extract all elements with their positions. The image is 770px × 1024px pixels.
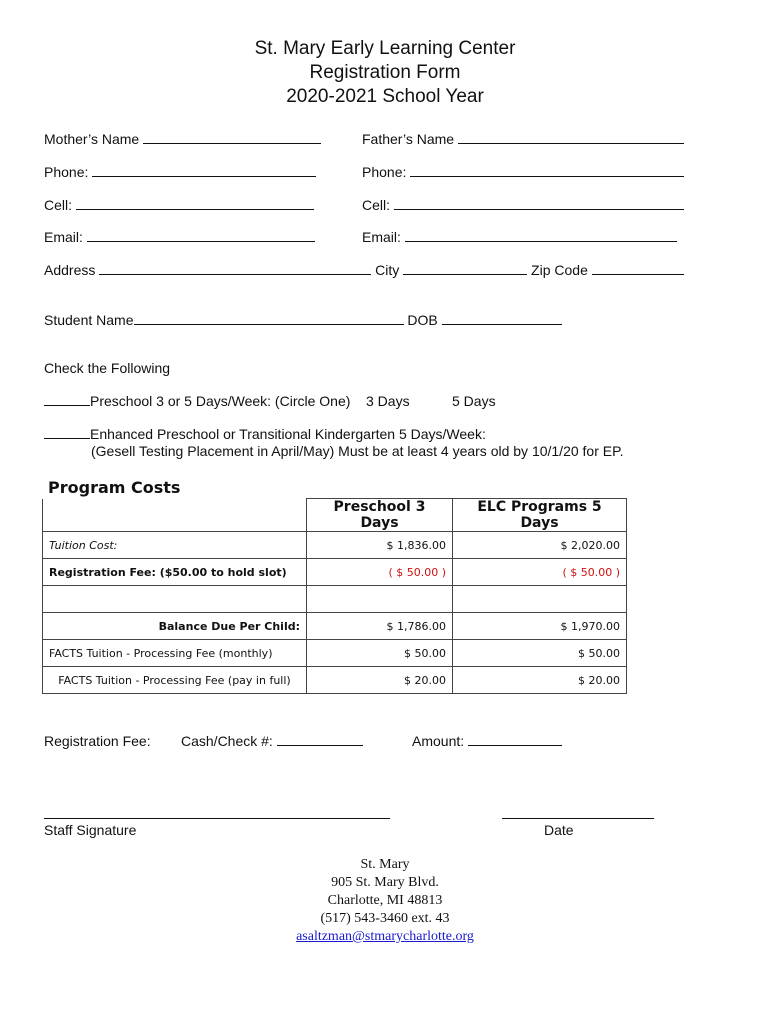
table-row [43,559,627,586]
address-label: Address [44,262,96,278]
row-value-3-days [307,586,453,613]
row-label: FACTS Tuition - Processing Fee (monthly) [43,640,307,667]
preschool-check-line[interactable] [44,393,90,406]
row-value-5-days [453,586,627,613]
student-row [44,312,562,328]
city-label: City [375,262,400,278]
header-blank-cell [43,499,307,532]
father-name-label: Father’s Name [362,131,455,147]
address-row [44,262,684,278]
mother-email-field[interactable] [44,229,315,245]
header-preschool-3-days: Preschool 3 Days [307,499,453,532]
row-value-3-days: $ 1,836.00 [307,532,453,559]
row-value-5-days: ( $ 50.00 ) [453,559,627,586]
registration-fee-label: Registration Fee: [44,733,151,749]
footer-email-link[interactable]: asaltzman@stmarycharlotte.org [296,929,474,944]
mother-name-field[interactable] [44,131,321,147]
mother-cell-line[interactable] [76,197,314,210]
enhanced-check-line[interactable] [44,426,90,439]
table-row [43,532,627,559]
mother-email-line[interactable] [87,229,315,242]
footer-city: Charlotte, MI 48813 [327,893,443,908]
preschool-option[interactable] [44,393,350,409]
row-value-5-days: $ 1,970.00 [453,613,627,640]
school-year: 2020-2021 School Year [286,86,484,107]
form-subtitle: Registration Form [309,62,461,83]
zip-line[interactable] [592,262,684,275]
dob-label: DOB [407,312,438,328]
row-value-3-days: $ 1,786.00 [307,613,453,640]
row-value-5-days: $ 50.00 [453,640,627,667]
amount-label: Amount: [412,733,465,749]
father-email-field[interactable] [362,229,677,245]
preschool-label: Preschool 3 or 5 Days/Week: (Circle One) [90,393,351,409]
row-label: Balance Due Per Child: [43,613,307,640]
father-email-label: Email: [362,229,401,245]
row-label: Tuition Cost: [43,532,307,559]
mother-phone-field[interactable] [44,164,316,180]
mother-cell-field[interactable] [44,197,314,213]
enhanced-note: (Gesell Testing Placement in April/May) Must be at least 4 years old by 10/1/20 for EP. [91,443,624,459]
dob-line[interactable] [442,312,562,325]
father-cell-line[interactable] [394,197,684,210]
five-days-option[interactable]: 5 Days [452,393,496,409]
table-row [43,667,627,694]
check-heading: Check the Following [44,360,171,376]
table-row [43,613,627,640]
table-row [43,640,627,667]
zip-label: Zip Code [531,262,588,278]
mother-email-label: Email: [44,229,83,245]
staff-signature-label: Staff Signature [44,822,137,838]
row-label: FACTS Tuition - Processing Fee (pay in full) [43,667,307,694]
row-value-5-days: $ 20.00 [453,667,627,694]
father-phone-label: Phone: [362,164,407,180]
row-value-3-days: ( $ 50.00 ) [307,559,453,586]
footer-name: St. Mary [360,857,410,872]
three-days-option[interactable]: 3 Days [366,393,410,409]
header-elc-5-days: ELC Programs 5 Days [453,499,627,532]
city-line[interactable] [403,262,527,275]
program-costs-table [42,498,627,694]
father-name-field[interactable] [362,131,684,147]
footer-email-wrap [0,928,770,946]
row-value-3-days: $ 20.00 [307,667,453,694]
footer-street: 905 St. Mary Blvd. [331,875,439,890]
father-cell-label: Cell: [362,197,391,213]
row-value-3-days: $ 50.00 [307,640,453,667]
date-line[interactable] [502,818,654,819]
mother-phone-line[interactable] [92,164,316,177]
cash-check-field[interactable] [181,733,363,749]
footer-phone: (517) 543-3460 ext. 43 [320,911,450,926]
program-costs-title: Program Costs [48,478,181,497]
table-header-row [43,499,627,532]
table-row [43,586,627,613]
father-name-line[interactable] [458,131,684,144]
address-line[interactable] [99,262,371,275]
cash-check-label: Cash/Check #: [181,733,273,749]
mother-phone-label: Phone: [44,164,89,180]
student-name-line[interactable] [134,312,404,325]
father-phone-field[interactable] [362,164,684,180]
father-phone-line[interactable] [410,164,684,177]
cash-check-line[interactable] [277,733,363,746]
enhanced-option[interactable] [44,426,486,442]
father-cell-field[interactable] [362,197,684,213]
row-label [43,586,307,613]
student-name-label: Student Name [44,312,134,328]
form-title: St. Mary Early Learning Center [254,38,516,59]
staff-signature-line[interactable] [44,818,390,819]
amount-field[interactable] [412,733,562,749]
mother-name-label: Mother’s Name [44,131,140,147]
amount-line[interactable] [468,733,562,746]
mother-cell-label: Cell: [44,197,73,213]
enhanced-label: Enhanced Preschool or Transitional Kindergarten 5 Days/Week: [90,426,486,442]
row-label: Registration Fee: ($50.00 to hold slot) [43,559,307,586]
date-label: Date [544,822,574,838]
row-value-5-days: $ 2,020.00 [453,532,627,559]
father-email-line[interactable] [405,229,677,242]
mother-name-line[interactable] [143,131,321,144]
